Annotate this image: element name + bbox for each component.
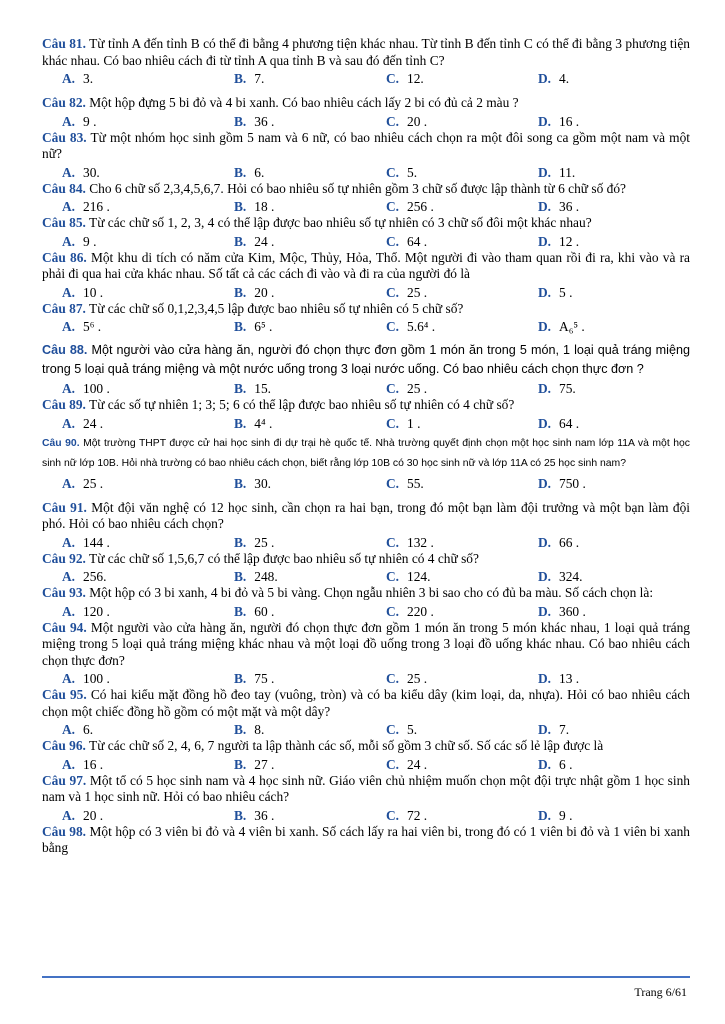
option-value: 248. (254, 569, 278, 584)
option-letter: C. (386, 233, 400, 249)
option-letter: A. (62, 284, 76, 300)
option-value: 6⁵ . (254, 319, 273, 334)
answer-options (42, 567, 690, 585)
option-letter: B. (234, 113, 247, 129)
question-stem (42, 215, 690, 232)
question (42, 397, 690, 432)
question-text: Một trường THPT được cử hai học sinh đi dự trại hè quốc tế. Nhà trường quyết định chọn một học sinh nam lớp 11A và một học sinh nữ lớp 10B. Hỏi nhà trường có bao nhiêu cách chọn, biết rằng lớp 10B có 30 học sinh nữ và lớp 11A có 25 học sinh nam? (42, 437, 690, 469)
question-stem (42, 551, 690, 568)
answer-options (42, 755, 690, 773)
answer-option (214, 535, 366, 551)
option-value: 36 . (254, 113, 275, 129)
option-letter: B. (234, 671, 247, 686)
answer-option (214, 722, 366, 738)
option-letter: B. (234, 722, 247, 737)
question-stem (42, 36, 690, 69)
option-letter: B. (234, 164, 247, 180)
option-value: 18 . (254, 199, 275, 214)
option-letter: B. (234, 756, 247, 772)
answer-option (42, 381, 214, 397)
answer-option (214, 114, 366, 130)
option-value: 9 . (559, 807, 573, 823)
question-label: Câu 93. (42, 585, 86, 600)
question-text: Một khu di tích có năm cửa Kim, Mộc, Thủy, Hỏa, Thổ. Một người đi vào tham quan rồi đi ra, khi vào và ra phải đi qua hai cửa khác nhau. Số tất cả các cách đi vào và đi ra của người đó là (42, 249, 690, 281)
option-value: 120 . (83, 603, 110, 619)
question-stem (42, 620, 690, 670)
answer-option (366, 381, 518, 397)
option-letter: A. (62, 415, 76, 431)
option-letter: B. (234, 199, 247, 214)
option-value: 72 . (407, 807, 428, 823)
option-letter: B. (234, 71, 247, 86)
answer-option (518, 114, 670, 130)
option-value: 13 . (559, 671, 580, 686)
question (42, 585, 690, 620)
answer-option (366, 234, 518, 250)
question-label: Câu 86. (42, 249, 87, 265)
option-letter: A. (62, 569, 76, 584)
option-letter: A. (62, 722, 76, 737)
question-text: Một người vào cửa hàng ăn, người đó chọn thực đơn gồm 1 món ăn trong 5 món khác nhau, 1 loại quả tráng miệng trong 5 loại quả tráng miệng khác nhau và một loại đồ uống trong 3 loại đồ uống khác nhau. Có bao nhiêu cách chọn thực đơn? (42, 619, 691, 668)
option-letter: C. (386, 164, 400, 180)
option-letter: D. (538, 381, 552, 396)
option-letter: C. (386, 807, 400, 823)
question (42, 341, 690, 397)
answer-option (214, 569, 366, 585)
question-label: Câu 96. (42, 738, 86, 753)
option-letter: A. (62, 71, 76, 86)
question-label: Câu 94. (42, 619, 87, 635)
answer-option (214, 234, 366, 250)
answer-options (42, 163, 690, 181)
option-value: 9 . (83, 113, 97, 129)
option-letter: A. (62, 233, 76, 249)
answer-option (518, 476, 670, 492)
answer-option (518, 535, 670, 551)
option-value: 5.6⁴ . (407, 319, 436, 334)
question-stem (42, 250, 690, 283)
question-label: Câu 87. (42, 300, 86, 316)
option-value: 25 . (407, 284, 428, 300)
answer-option (214, 319, 366, 335)
question-label: Câu 81. (42, 36, 86, 51)
answer-option (366, 604, 518, 620)
answer-options (42, 720, 690, 738)
question (42, 551, 690, 586)
question (42, 250, 690, 301)
option-letter: C. (386, 199, 400, 214)
question-label: Câu 82. (42, 95, 86, 110)
question-text: Một hộp có 3 viên bi đỏ và 4 viên bi xanh. Số cách lấy ra hai viên bi, trong đó có 1 viên bi đỏ và 1 viên bi xanh bằng (42, 823, 690, 855)
option-value: 24 . (83, 415, 104, 431)
answer-option (42, 535, 214, 551)
option-value: 25 . (407, 381, 428, 396)
footer-rule (42, 976, 690, 978)
answer-option (366, 416, 518, 432)
option-letter: C. (386, 603, 400, 619)
option-value: 3. (83, 71, 94, 86)
answer-option (214, 757, 366, 773)
answer-options (42, 112, 690, 130)
answer-option (214, 476, 366, 492)
answer-option (42, 234, 214, 250)
question-text: Cho 6 chữ số 2,3,4,5,6,7. Hỏi có bao nhiêu số tự nhiên gồm 3 chữ số được lập thành từ 6 chữ số đó? (85, 180, 626, 196)
question-stem (42, 130, 690, 163)
answer-option (42, 722, 214, 738)
question-text: Từ các chữ số 2, 4, 6, 7 người ta lập thành các số, mỗi số gồm 3 chữ số. Số các số lẻ lập được là (85, 738, 604, 753)
option-value: 64 . (407, 233, 428, 249)
answer-options (42, 806, 690, 824)
option-value: 216 . (83, 199, 110, 214)
option-value: 100 . (83, 381, 110, 396)
option-value: 4⁴ . (254, 415, 273, 431)
answer-option (518, 671, 670, 687)
option-value: 5. (407, 722, 418, 737)
question-stem (42, 687, 690, 720)
option-letter: D. (538, 475, 552, 491)
option-letter: B. (234, 381, 247, 396)
question-label: Câu 83. (42, 129, 87, 145)
answer-option (42, 285, 214, 301)
answer-option (42, 319, 214, 335)
option-letter: C. (386, 415, 400, 431)
answer-option (214, 199, 366, 215)
option-value: 36 . (559, 199, 580, 214)
answer-option (366, 569, 518, 585)
question (42, 434, 690, 492)
option-letter: D. (538, 71, 552, 86)
question-text: Từ một nhóm học sinh gồm 5 nam và 6 nữ, có bao nhiêu cách chọn ra một đôi song ca gồm một nam và một nữ? (42, 129, 690, 161)
option-letter: C. (386, 319, 400, 334)
option-letter: A. (62, 164, 76, 180)
question-text: Một hộp đựng 5 bi đỏ và 4 bi xanh. Có bao nhiêu cách lấy 2 bi có đủ cả 2 màu ? (85, 95, 519, 110)
option-value: A₆⁵ . (559, 319, 585, 334)
question-stem (42, 397, 690, 414)
question-text: Từ tỉnh A đến tỉnh B có thể đi bằng 4 phương tiện khác nhau. Từ tỉnh B đến tỉnh C có thể đi bằng 3 phương tiện khác nhau. Có bao nhiêu cách đi từ tỉnh A qua tỉnh B và sau đó đến tỉnh C? (42, 36, 691, 68)
option-value: 24 . (254, 233, 275, 249)
answer-option (42, 416, 214, 432)
option-value: 360 . (559, 603, 586, 619)
option-letter: B. (234, 807, 247, 823)
option-value: 20 . (254, 284, 275, 300)
option-value: 132 . (407, 534, 434, 550)
option-letter: D. (538, 199, 552, 214)
question-text: Từ các số tự nhiên 1; 3; 5; 6 có thể lập được bao nhiêu số tự nhiên có 4 chữ số? (85, 397, 515, 412)
option-letter: B. (234, 475, 247, 491)
answer-option (366, 808, 518, 824)
option-value: 55. (407, 475, 424, 491)
answer-option (366, 71, 518, 87)
answer-option (518, 757, 670, 773)
option-letter: D. (538, 722, 552, 737)
option-value: 6 . (559, 756, 573, 772)
option-letter: B. (234, 233, 247, 249)
option-letter: B. (234, 284, 247, 300)
answer-option (42, 808, 214, 824)
option-value: 5. (407, 164, 418, 180)
option-value: 7. (254, 71, 265, 86)
answer-option (518, 234, 670, 250)
question-stem (42, 181, 690, 198)
option-letter: A. (62, 113, 76, 129)
question-label: Câu 84. (42, 180, 86, 196)
question-stem (42, 434, 690, 474)
option-letter: A. (62, 475, 76, 491)
option-letter: C. (386, 534, 400, 550)
answer-option (518, 71, 670, 87)
question (42, 301, 690, 336)
answer-option (366, 757, 518, 773)
answer-options (42, 317, 690, 335)
option-letter: A. (62, 671, 76, 686)
question-text: Một người vào cửa hàng ăn, người đó chọn thực đơn gồm 1 món ăn trong 5 món, 1 loại quả tráng miệng trong 5 loại quả tráng miệng và một nước uống trong 3 loại nước uống. Có bao nhiêu cách chọn thực đơn ? (42, 343, 690, 376)
option-letter: B. (234, 415, 247, 431)
question-stem (42, 341, 690, 379)
question-list (42, 36, 690, 857)
answer-option (214, 285, 366, 301)
answer-options (42, 602, 690, 620)
option-letter: A. (62, 603, 76, 619)
question (42, 738, 690, 773)
option-value: 256 . (407, 199, 434, 214)
option-letter: D. (538, 284, 552, 300)
option-letter: D. (538, 534, 552, 550)
question-stem (42, 773, 690, 806)
answer-option (42, 71, 214, 87)
option-letter: C. (386, 756, 400, 772)
answer-option (366, 199, 518, 215)
answer-option (214, 416, 366, 432)
question (42, 130, 690, 181)
question-label: Câu 85. (42, 215, 86, 230)
option-letter: D. (538, 756, 552, 772)
question-label: Câu 90. (42, 437, 80, 449)
option-value: 7. (559, 722, 570, 737)
answer-options (42, 379, 690, 397)
question (42, 215, 690, 250)
option-letter: A. (62, 199, 76, 214)
question-label: Câu 88. (42, 343, 88, 357)
option-value: 12. (407, 71, 424, 86)
option-value: 5 . (559, 284, 573, 300)
question-stem (42, 824, 690, 857)
question-label: Câu 98. (42, 823, 87, 839)
option-letter: A. (62, 381, 76, 396)
option-value: 75 . (254, 671, 275, 686)
answer-option (214, 381, 366, 397)
option-letter: A. (62, 319, 76, 334)
answer-option (214, 808, 366, 824)
question-text: Một hộp có 3 bi xanh, 4 bi đỏ và 5 bi vàng. Chọn ngẫu nhiên 3 bi sao cho có đủ ba màu. Số cách chọn là: (85, 585, 654, 600)
question-text: Từ các chữ số 1, 2, 3, 4 có thể lập được bao nhiêu số tự nhiên có 3 chữ số đôi một khác nhau? (85, 215, 592, 230)
option-value: 11. (559, 164, 576, 180)
option-value: 256. (83, 569, 107, 584)
question-text: Có hai kiểu mặt đồng hồ đeo tay (vuông, tròn) và có ba kiểu dây (kim loại, da, nhựa). Hỏi có bao nhiêu cách chọn một chiếc đồng hồ gồm có một mặt và một dây? (42, 687, 690, 719)
answer-option (518, 165, 670, 181)
option-letter: A. (62, 756, 76, 772)
answer-option (42, 671, 214, 687)
question-text: Một tổ có 5 học sinh nam và 4 học sinh nữ. Giáo viên chủ nhiệm muốn chọn một đội trực nhật gồm 1 học sinh nam và 1 học sinh nữ. Hỏi có bao nhiêu cách? (42, 772, 690, 804)
option-letter: B. (234, 569, 247, 584)
option-letter: C. (386, 671, 400, 686)
answer-option (42, 199, 214, 215)
option-value: 24 . (407, 756, 428, 772)
option-letter: D. (538, 233, 552, 249)
question-label: Câu 92. (42, 550, 86, 566)
option-value: 8. (254, 722, 265, 737)
option-letter: D. (538, 415, 552, 431)
question-label: Câu 89. (42, 397, 86, 412)
option-letter: D. (538, 603, 552, 619)
option-letter: C. (386, 381, 400, 396)
option-value: 324. (559, 569, 583, 584)
option-value: 12 . (559, 233, 580, 249)
answer-option (366, 285, 518, 301)
option-value: 36 . (254, 807, 275, 823)
option-letter: D. (538, 671, 552, 686)
option-letter: D. (538, 569, 552, 584)
answer-option (518, 319, 670, 335)
question-label: Câu 91. (42, 499, 87, 515)
answer-option (518, 569, 670, 585)
answer-options (42, 69, 690, 87)
option-value: 75. (559, 381, 576, 396)
question (42, 95, 690, 130)
question-text: Từ các chữ số 1,5,6,7 có thể lập được bao nhiêu số tự nhiên có 4 chữ số? (85, 550, 479, 566)
option-value: 100 . (83, 671, 110, 686)
question-label: Câu 95. (42, 687, 87, 702)
question (42, 824, 690, 857)
answer-option (366, 319, 518, 335)
option-value: 9 . (83, 233, 97, 249)
question (42, 687, 690, 738)
answer-options (42, 232, 690, 250)
question-text: Một đội văn nghệ có 12 học sinh, cần chọn ra hai bạn, trong đó một bạn làm đội trưởng và một bạn làm đội phó. Hỏi có bao nhiêu cách chọn? (42, 499, 690, 531)
option-value: 20 . (407, 113, 428, 129)
option-value: 220 . (407, 603, 434, 619)
answer-option (518, 808, 670, 824)
answer-option (518, 722, 670, 738)
answer-option (366, 165, 518, 181)
answer-options (42, 414, 690, 432)
answer-option (214, 604, 366, 620)
question-label: Câu 97. (42, 772, 87, 788)
answer-option (366, 476, 518, 492)
answer-option (518, 381, 670, 397)
option-letter: B. (234, 319, 247, 334)
answer-option (214, 165, 366, 181)
answer-options (42, 283, 690, 301)
question-stem (42, 95, 690, 112)
option-letter: C. (386, 284, 400, 300)
answer-option (366, 671, 518, 687)
option-letter: D. (538, 807, 552, 823)
option-value: 27 . (254, 756, 275, 772)
option-letter: D. (538, 319, 552, 334)
answer-option (366, 114, 518, 130)
answer-option (214, 671, 366, 687)
question (42, 181, 690, 216)
option-value: 20 . (83, 807, 104, 823)
question-text: Từ các chữ số 0,1,2,3,4,5 lập được bao nhiêu số tự nhiên có 5 chữ số? (85, 300, 464, 316)
option-value: 25 . (83, 475, 104, 491)
option-letter: C. (386, 722, 400, 737)
answer-option (366, 722, 518, 738)
option-value: 6. (83, 722, 94, 737)
option-letter: A. (62, 534, 76, 550)
answer-option (42, 165, 214, 181)
option-letter: A. (62, 807, 76, 823)
option-value: 124. (407, 569, 431, 584)
page-number: Trang 6/61 (634, 985, 687, 999)
option-letter: D. (538, 164, 552, 180)
answer-option (42, 604, 214, 620)
option-value: 4. (559, 71, 570, 86)
option-letter: B. (234, 534, 247, 550)
answer-option (518, 416, 670, 432)
answer-option (214, 71, 366, 87)
option-value: 5⁶ . (83, 319, 102, 334)
question (42, 500, 690, 551)
option-letter: C. (386, 475, 400, 491)
option-letter: B. (234, 603, 247, 619)
option-value: 750 . (559, 475, 586, 491)
answer-option (42, 757, 214, 773)
option-value: 10 . (83, 284, 104, 300)
option-value: 6. (254, 164, 265, 180)
answer-option (518, 199, 670, 215)
answer-option (518, 604, 670, 620)
option-value: 60 . (254, 603, 275, 619)
answer-options (42, 669, 690, 687)
answer-option (42, 114, 214, 130)
question (42, 620, 690, 688)
question-stem (42, 301, 690, 318)
answer-option (42, 476, 214, 492)
option-letter: C. (386, 71, 400, 86)
option-value: 30. (254, 475, 272, 491)
option-letter: C. (386, 569, 400, 584)
option-value: 15. (254, 381, 272, 396)
option-value: 25 . (254, 534, 275, 550)
answer-option (366, 535, 518, 551)
option-value: 144 . (83, 534, 110, 550)
option-value: 25 . (407, 671, 428, 686)
option-value: 16 . (83, 756, 104, 772)
option-value: 1 . (407, 415, 421, 431)
question (42, 36, 690, 87)
answer-options (42, 474, 690, 492)
answer-option (42, 569, 214, 585)
answer-options (42, 197, 690, 215)
question-stem (42, 738, 690, 755)
option-value: 30. (83, 164, 100, 180)
option-letter: D. (538, 113, 552, 129)
answer-option (518, 285, 670, 301)
option-letter: C. (386, 113, 400, 129)
question-stem (42, 585, 690, 602)
option-value: 16 . (559, 113, 580, 129)
option-value: 66 . (559, 534, 580, 550)
question-stem (42, 500, 690, 533)
answer-options (42, 533, 690, 551)
option-value: 64 . (559, 415, 580, 431)
question (42, 773, 690, 824)
